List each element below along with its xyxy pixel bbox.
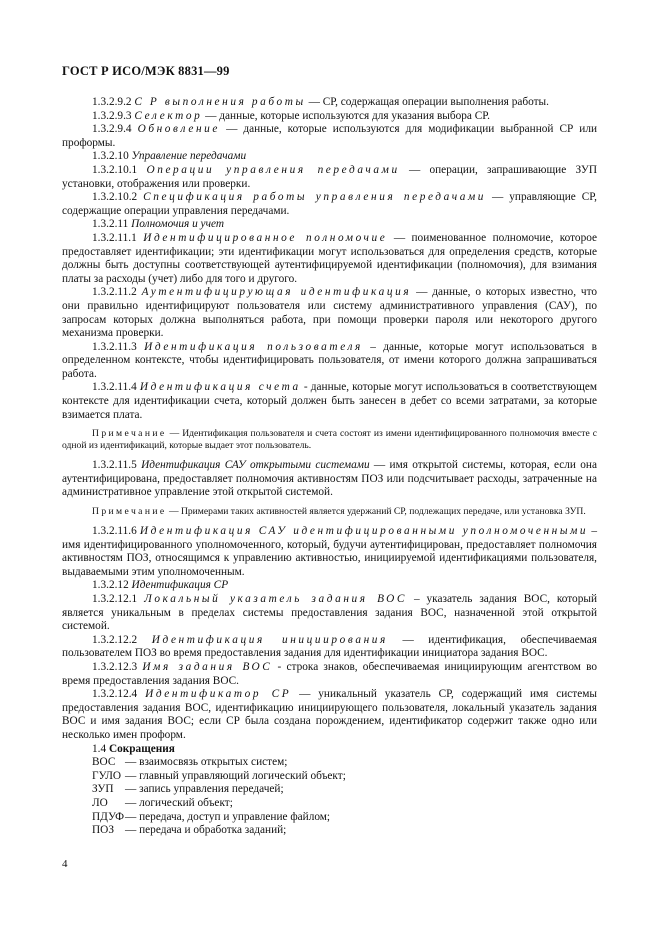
definition-text: – данные, которые могут использоваться в определенном контексте, чтобы идентифицировать пользователя, от имени которого должна запрашиваться работа. bbox=[62, 340, 597, 380]
definition-number: 1.3.2.12.2 bbox=[92, 633, 138, 646]
definition-text: - данные, которые могут использоваться в соответствующем контексте для идентификации счета, который должен быть занесен в дебет со всеми затратами, за которые взимается плата. bbox=[62, 381, 598, 421]
definition-text: — данные, которые используются для модификации выбранной СР или проформы. bbox=[62, 123, 597, 149]
definition bbox=[62, 232, 597, 286]
subsection-heading bbox=[62, 579, 597, 593]
definition-number: 1.3.2.10 bbox=[92, 150, 129, 163]
definition-text: — уникальный указатель СР, содержащий имя системы предоставления задания ВОС, идентификацию инициирующего пользователя, локальный указатель задания ВОС и имя задания ВОС; если СР была создана порождением, идентификатор содержит также одно или несколько имен проформ. bbox=[62, 688, 597, 741]
definition bbox=[62, 123, 597, 150]
document-body bbox=[62, 96, 597, 838]
subsection-heading bbox=[62, 150, 597, 164]
definitions-list-2 bbox=[62, 525, 597, 743]
abbreviation: ЗУП bbox=[92, 783, 114, 796]
note-label: Примечание bbox=[92, 428, 167, 440]
definition-text: — управляющие СР, содержащие операции управления передачами. bbox=[62, 191, 598, 217]
note-1 bbox=[62, 428, 597, 452]
abbreviation-row bbox=[92, 770, 597, 784]
abbreviation-definition: — передача и обработка заданий; bbox=[125, 824, 287, 837]
definition-number: 1.3.2.10.1 bbox=[92, 163, 138, 176]
definition bbox=[62, 96, 597, 110]
definition-number: 1.3.2.10.2 bbox=[92, 191, 138, 204]
definition bbox=[62, 110, 597, 124]
definition-number: 1.3.2.11.3 bbox=[92, 340, 137, 353]
definition-number: 1.3.2.12.1 bbox=[92, 593, 138, 605]
definition bbox=[62, 661, 597, 688]
definition-term: Идентификатор СР bbox=[145, 688, 292, 701]
definition-text: — поименованное полномочие, которое предоставляет идентификации; эти идентификации могут использоваться для определения средств, которые должны быть доступны соответствующей аутентифицируемой идентификации (полномочия), для взимания платы за расходы (учет) либо для того и другого. bbox=[62, 231, 598, 285]
definition-number: 1.3.2.11.1 bbox=[92, 231, 137, 244]
section-heading bbox=[62, 743, 597, 757]
definition-term: Локальный указатель задания ВОС bbox=[144, 593, 408, 605]
definition-text: - строка знаков, обеспечиваемая инициирующим агентством во время предоставления задания ВОС. bbox=[62, 660, 597, 687]
definition bbox=[62, 525, 597, 579]
definition bbox=[62, 286, 597, 340]
note-text: — Идентификация пользователя и счета состоят из имени идентифицированного полномочия вместе с одной из идентификаций, которые выдает этот пользователь. bbox=[62, 428, 597, 452]
definition-number: 1.3.2.11 bbox=[92, 218, 129, 231]
subsection-title: Идентификация СР bbox=[131, 579, 229, 592]
definition-text: — данные, о которых известно, что они правильно идентифицируют пользователя или систему административного управления (САУ), по запросам которых должна выполняться работа, при помощи проверки пароля или некоторого другого механизма проверки. bbox=[62, 286, 598, 340]
abbreviation-definition: — логический объект; bbox=[125, 796, 233, 809]
definition-term: Обновление bbox=[137, 123, 221, 136]
definition-term: Операции управления передачами bbox=[146, 163, 400, 176]
definitions-list bbox=[62, 96, 597, 422]
note-2 bbox=[62, 506, 597, 518]
section-number: 1.4 bbox=[92, 742, 107, 755]
abbreviation: ЛО bbox=[92, 796, 108, 809]
page-number: 4 bbox=[62, 858, 68, 870]
definition bbox=[62, 164, 597, 191]
definition-number: 1.3.2.9.2 bbox=[92, 96, 132, 108]
definition-text: — идентификация, обеспечиваемая пользователем ПОЗ во время предоставления задания для идентификации инициатора задания ВОС. bbox=[62, 633, 598, 660]
definition-number: 1.3.2.11.4 bbox=[92, 381, 137, 394]
note-text: — Примерами таких активностей является удержаний СР, подлежащих передаче, или установка ЗУП. bbox=[166, 506, 586, 518]
definition-text: – указатель задания ВОС, который является уникальным в пределах системы предоставления задания ВОС, назначенной этой открытой системой. bbox=[62, 593, 597, 633]
definition-term: Идентифицированное полномочие bbox=[143, 231, 388, 244]
abbreviation-definition: — главный управляющий логический объект; bbox=[125, 769, 346, 782]
definition-text: — операции, запрашивающие ЗУП установки, отображения или проверки. bbox=[62, 163, 598, 190]
definition-term: Идентификация инициирования bbox=[151, 633, 388, 646]
definition-number: 1.3.2.11.6 bbox=[92, 525, 137, 538]
definition-1-3-2-11-5 bbox=[62, 459, 597, 500]
section-title: Сокращения bbox=[108, 742, 175, 755]
subsection-title: Полномочия и учет bbox=[131, 218, 224, 231]
definition-text: — данные, которые используются для указания выбора СР. bbox=[202, 109, 490, 122]
definition-term: Спецификация работы управления передачами bbox=[143, 191, 487, 204]
definition-text: – имя идентифицированного уполномоченного, который, будучи аутентифицирован, предоставляет полномочия активностям ПОЗ, относящимся к управлению активностью, инициируемой идентификациями пользователя, выдаваемыми этим уполномоченным. bbox=[62, 525, 597, 578]
abbreviation: ГУЛО bbox=[92, 769, 122, 782]
definition-term: Идентификация пользователя bbox=[144, 340, 363, 353]
subsection-heading bbox=[62, 218, 597, 232]
abbreviation-row bbox=[92, 824, 597, 838]
definition-term: Идентификация САУ идентифицированными уполномоченными bbox=[139, 525, 589, 538]
definition-number: 1.3.2.12 bbox=[92, 579, 129, 592]
abbreviation: ПДУФ bbox=[92, 810, 125, 823]
definition-term: Идентификация САУ открытыми системами bbox=[141, 459, 370, 472]
definition-term: Идентификация счета bbox=[139, 381, 301, 394]
definition-term: Имя задания ВОС bbox=[142, 660, 273, 673]
abbreviation-definition: — передача, доступ и управление файлом; bbox=[125, 810, 331, 823]
abbreviations-list bbox=[92, 756, 597, 838]
abbreviation-row bbox=[92, 756, 597, 770]
abbreviation-definition: — взаимосвязь открытых систем; bbox=[125, 756, 288, 769]
definition-number: 1.3.2.11.5 bbox=[92, 459, 137, 472]
definition-term: Селектор bbox=[134, 109, 203, 122]
note-label: Примечание bbox=[92, 506, 167, 518]
definition bbox=[62, 341, 597, 382]
definition-number: 1.3.2.9.4 bbox=[92, 123, 132, 136]
abbreviation-row bbox=[92, 783, 597, 797]
definition bbox=[62, 381, 597, 422]
subsection-title: Управление передачами bbox=[131, 150, 247, 163]
document-header: ГОСТ Р ИСО/МЭК 8831—99 bbox=[62, 64, 230, 78]
definition-number: 1.3.2.9.3 bbox=[92, 109, 132, 122]
definition bbox=[62, 688, 597, 742]
abbreviation: ВОС bbox=[92, 756, 116, 769]
definition-text: — СР, содержащая операции выполнения работы. bbox=[305, 96, 549, 108]
definition bbox=[62, 593, 597, 634]
definition-number: 1.3.2.12.4 bbox=[92, 688, 138, 701]
abbreviation-definition: — запись управления передачей; bbox=[125, 783, 284, 796]
abbreviation-row bbox=[92, 811, 597, 825]
definition-text: — имя открытой системы, которая, если она аутентифицирована, предоставляет полномочия активностям ПОЗ или подсчитывает расходы, затраченные на административное управление этой открытой системой. bbox=[62, 459, 597, 499]
definition-term: Аутентифицирующая идентификация bbox=[141, 286, 412, 299]
definition-term: С Р выполнения работы bbox=[134, 96, 306, 108]
definition-number: 1.3.2.12.3 bbox=[92, 660, 138, 673]
abbreviation-row bbox=[92, 797, 597, 811]
abbreviation: ПОЗ bbox=[92, 824, 114, 837]
definition bbox=[62, 634, 597, 661]
definition bbox=[62, 191, 597, 218]
definition-number: 1.3.2.11.2 bbox=[92, 286, 137, 299]
